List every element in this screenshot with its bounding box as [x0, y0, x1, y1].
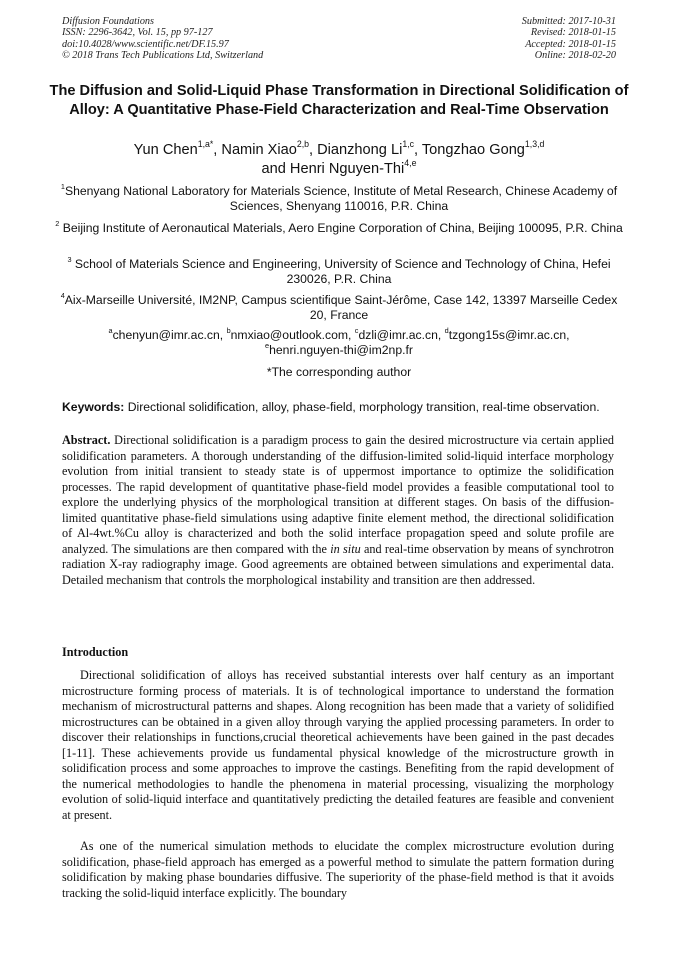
author-name: Yun Chen [133, 142, 198, 158]
date-revised: Revised: 2018-01-15 [530, 27, 616, 39]
email-link[interactable]: henri.nguyen-thi@im2np.fr [269, 343, 413, 357]
affiliation-1 [52, 184, 626, 214]
abstract-text: and real-time observation by means of synchrotron radiation X-ray radiography image. Good agreements are obtained between simulations and experimental data. Detailed mechanism that controls the morphological instability and transition are then addressed. [62, 541, 615, 587]
author-name: and Henri Nguyen-Thi [261, 161, 405, 177]
affiliation-mark: 2 [55, 219, 60, 229]
journal-doi: doi:10.4028/www.scientific.net/DF.15.97 [62, 38, 229, 50]
email-link[interactable]: dzli@imr.ac.cn, [358, 328, 445, 342]
affiliation-2 [52, 221, 626, 236]
intro-paragraph-1: Directional solidification of alloys has received substantial interests over half century as an important microstructure forming process of materials. It is of technological importance to understand the formation mechanism of microstructural patterns and shapes. Along recognition has been made that a variety of solidified microstructures can be obtained in a given alloy through varying the applied processing parameters. In order to discover their relationships in functions,crucial theoretical achievements have been gained in the past decades [1-11]. These achievements provide us fundamental physical knowledge of the microstructure growth in solidification process and some approaches to improve the castings. Benefiting from the rapid development of the numerical methodologies to handle the phenomena in material processing, visualizing the morphology evolution of solid-liquid interface and quantitatively predicting the detailed features are feasible and convenient at present. [62, 668, 614, 822]
corresponding-author-note: *The corresponding author [266, 365, 412, 379]
journal-header-right [522, 16, 616, 62]
author-affil-mark: 4,e [404, 158, 417, 169]
author-affil-mark: 2,b [296, 139, 310, 150]
author-affil-mark: 1,c [402, 139, 415, 150]
email-link[interactable]: chenyun@imr.ac.cn, [112, 328, 227, 342]
affiliation-text: Aix-Marseille Université, IM2NP, Campus scientifique Saint-Jérôme, Case 142, 13397 Marseille Cedex 20, France [64, 293, 618, 322]
journal-issn: ISSN: 2296-3642, Vol. 15, pp 97-127 [62, 27, 213, 39]
section-heading-introduction: Introduction [62, 645, 129, 659]
author-line-2 [48, 160, 630, 179]
affiliation-mark: 3 [67, 255, 72, 265]
author-emails [52, 328, 626, 358]
author-line-1: Yun Chen$^{1,a*}$, Namin Xiao$^{2,b}$, Dianzhong Li$^{1,c}$, Tongzhao Gong$^{1,3,d}$ [133, 139, 545, 158]
author-affil-mark: 1,3,d [524, 139, 545, 150]
keywords-label: Keywords: [62, 400, 125, 414]
affiliation-text: School of Materials Science and Engineering, University of Science and Technology of China, Hefei 230026, P.R. China [71, 257, 611, 286]
author-name: Namin Xiao [221, 142, 297, 158]
email-line-2: $^e$henri.nguyen-thi@im2np.fr [265, 341, 413, 357]
affiliation-mark: 1 [60, 182, 65, 192]
paper-title: The Diffusion and Solid-Liquid Phase Transformation in Directional Solidification of Alloy: A Quantitative Phase-Field Characterization and Real-Time Observation [49, 83, 629, 118]
affiliation-text: Beijing Institute of Aeronautical Materials, Aero Engine Corporation of China, Beijing 100095, P.R. China [59, 221, 623, 235]
abstract-text: Directional solidification is a paradigm process to gain the desired microstructure via certain applied solidification parameters. A thorough understanding of the diffusion-limited solid-liquid interface morphology evolution from initial transient to steady state is of uppermost importance to optimize the solidification processes. The rapid development of quantitative phase-field model provides a feasible computational tool to explore the underlying physics of the morphological transition at different stages. On basis of the diffusion-limited quantitative phase-field simulations using adaptive finite element method, the directional solidification of Al-4wt.%Cu alloy is characterized and both the solid interface propagation speed and solute profile are analyzed. The simulations are then compared with the [62, 433, 614, 556]
date-online: Online: 2018-02-20 [534, 50, 616, 62]
journal-copyright: © 2018 Trans Tech Publications Ltd, Switzerland [62, 50, 264, 62]
email-link[interactable]: tzgong15s@imr.ac.cn, [448, 328, 570, 342]
affiliation-mark: 4 [60, 291, 65, 301]
abstract-italic: in situ [330, 541, 361, 556]
author-affil-mark: 1,a* [197, 139, 214, 150]
email-line-1: $^a$chenyun@imr.ac.cn, $^b$nmxiao@outlook.com, $^c$dzli@imr.ac.cn, $^d$tzgong15s@imr.ac.cn, [108, 326, 570, 342]
author-list [48, 141, 630, 179]
intro-paragraph-2: As one of the numerical simulation methods to elucidate the complex microstructure evolution during solidification, phase-field approach has emerged as a powerful method to simulate the pattern formation during solidification by making phase boundaries diffusive. The superiority of the phase-field method is that it avoids tracking the solid-liquid interface explicitly. The boundary [62, 839, 614, 900]
abstract [62, 433, 614, 588]
date-accepted: Accepted: 2018-01-15 [525, 38, 616, 50]
keywords [62, 400, 618, 415]
author-name: Tongzhao Gong [421, 142, 525, 158]
date-submitted: Submitted: 2017-10-31 [521, 16, 616, 27]
affiliation-text: Shenyang National Laboratory for Materials Science, Institute of Metal Research, Chinese Academy of Sciences, Shenyang 110016, P.R. China [64, 184, 618, 213]
affiliation-4 [52, 293, 626, 323]
keywords-text: Directional solidification, alloy, phase-field, morphology transition, real-time observation. [124, 400, 600, 414]
journal-name: Diffusion Foundations [62, 16, 154, 27]
author-name: Dianzhong Li [317, 142, 403, 158]
affiliation-3 [52, 257, 626, 287]
journal-header-left [62, 16, 263, 62]
abstract-label: Abstract. [62, 433, 111, 447]
email-link[interactable]: nmxiao@outlook.com, [230, 328, 355, 342]
